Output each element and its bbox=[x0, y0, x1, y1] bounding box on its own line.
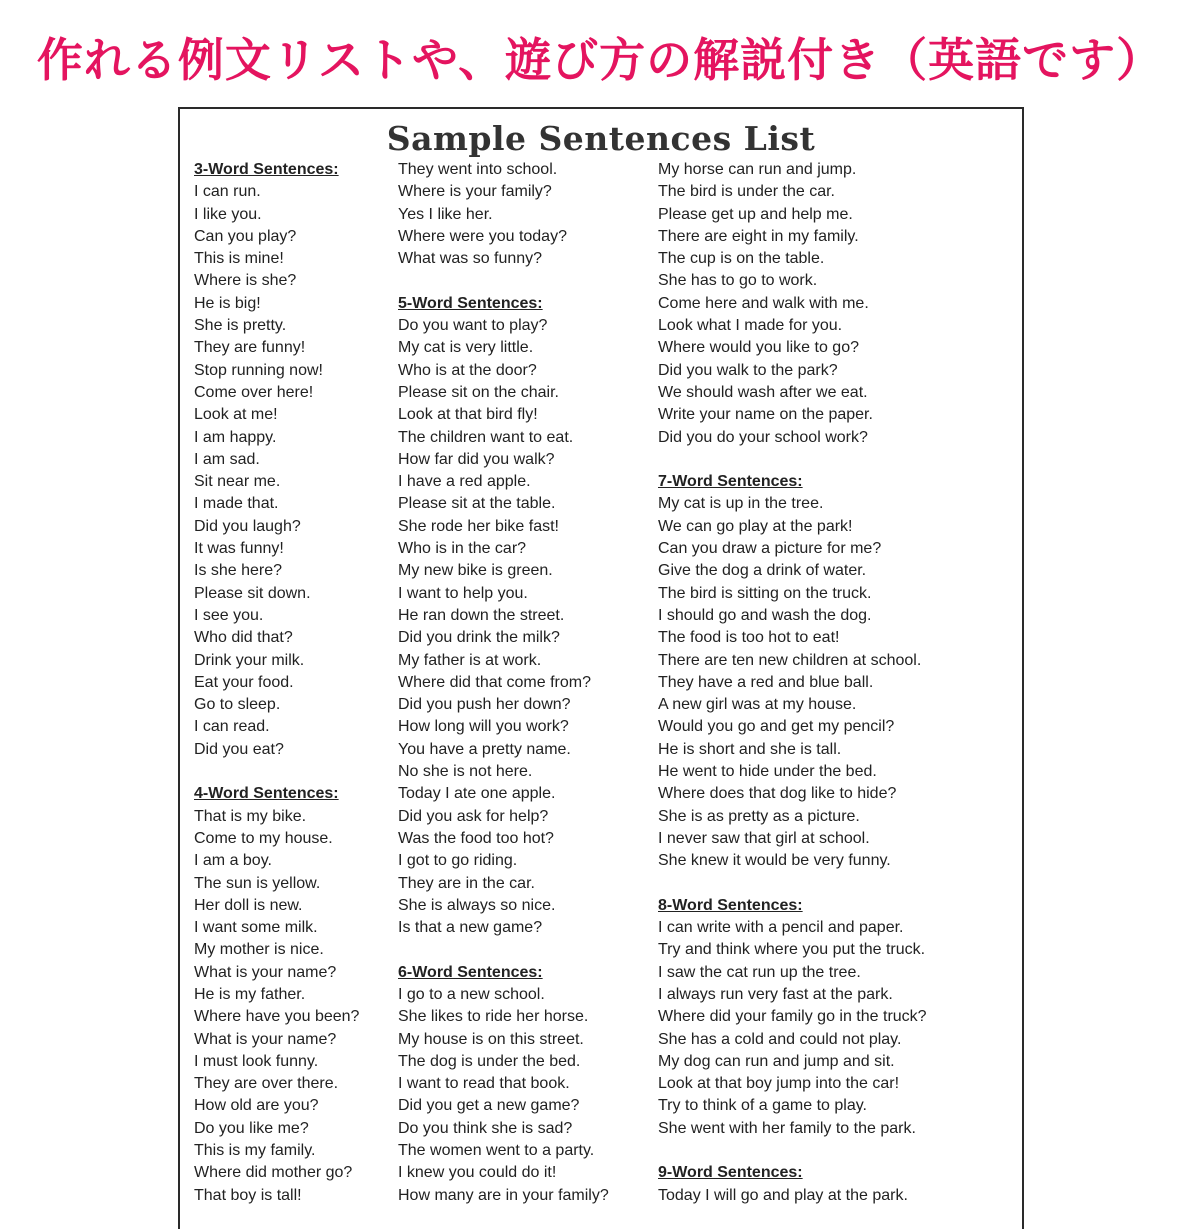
sentence-section bbox=[658, 471, 927, 872]
sentence-line: She has a cold and could not play. bbox=[658, 1030, 902, 1048]
sentence-line: I want to read that book. bbox=[398, 1075, 570, 1093]
sentence-line: Yes I like her. bbox=[398, 205, 493, 223]
sentence-line: She is pretty. bbox=[194, 317, 287, 335]
sentence-line: There are eight in my family. bbox=[658, 227, 859, 245]
sentence-line: They have a red and blue ball. bbox=[658, 673, 874, 691]
section-heading: 9-Word Sentences: bbox=[658, 1164, 803, 1182]
sentence-line: I got to go riding. bbox=[398, 852, 518, 870]
sentence-line: Is that a new game? bbox=[398, 919, 543, 937]
sentence-line: She likes to ride her horse. bbox=[398, 1008, 589, 1026]
sentence-line: Today I ate one apple. bbox=[398, 785, 556, 803]
sentence-line: Where does that dog like to hide? bbox=[658, 785, 897, 803]
sentence-line: I like you. bbox=[194, 205, 262, 223]
sentence-line: My father is at work. bbox=[398, 651, 542, 669]
sentence-line: Eat your food. bbox=[194, 673, 294, 691]
sentence-line: Look at that boy jump into the car! bbox=[658, 1075, 900, 1093]
sentence-line: My cat is very little. bbox=[398, 339, 534, 357]
sheet-title: Sample Sentences List bbox=[386, 119, 816, 158]
sentence-line: The dog is under the bed. bbox=[398, 1052, 581, 1070]
sentence-line: She went with her family to the park. bbox=[658, 1119, 916, 1137]
sentence-line: Where would you like to go? bbox=[658, 339, 859, 357]
sentence-line: Did you walk to the park? bbox=[658, 361, 838, 379]
sentence-line: What is your name? bbox=[194, 1030, 337, 1048]
sentence-line: My horse can run and jump. bbox=[658, 161, 857, 178]
sentence-line: I never saw that girl at school. bbox=[658, 829, 870, 847]
sentence-column-1 bbox=[194, 159, 359, 1207]
sentence-line: You have a pretty name. bbox=[398, 740, 571, 758]
sentence-line: Where is she? bbox=[194, 272, 297, 290]
sentence-line: Where did your family go in the truck? bbox=[658, 1008, 927, 1026]
sentence-line: I knew you could do it! bbox=[398, 1164, 557, 1182]
sentence-line: They are over there. bbox=[194, 1075, 339, 1093]
sentence-line: Where is your family? bbox=[398, 183, 552, 201]
sentence-line: Today I will go and play at the park. bbox=[658, 1186, 908, 1204]
sentence-line: I saw the cat run up the tree. bbox=[658, 963, 861, 981]
sentence-line: I can read. bbox=[194, 718, 270, 736]
sentence-line: Where were you today? bbox=[398, 227, 567, 245]
sentence-line: I am a boy. bbox=[194, 852, 272, 870]
sentence-line: I want to help you. bbox=[398, 584, 528, 602]
sentence-line: Give the dog a drink of water. bbox=[658, 562, 867, 580]
sentence-section bbox=[194, 159, 359, 761]
sentence-line: Where have you been? bbox=[194, 1008, 360, 1026]
sentence-line: That is my bike. bbox=[194, 807, 307, 825]
sentence-line: It was funny! bbox=[194, 540, 284, 558]
sentence-line: The bird is under the car. bbox=[658, 183, 835, 201]
sentence-line: The women went to a party. bbox=[398, 1142, 595, 1160]
sentence-line: The cup is on the table. bbox=[658, 250, 825, 268]
sentence-line: Come over here! bbox=[194, 383, 314, 401]
sentence-line: Did you drink the milk? bbox=[398, 629, 560, 647]
sentence-line: Go to sleep. bbox=[194, 696, 281, 714]
sentence-line: We should wash after we eat. bbox=[658, 383, 868, 401]
sentence-line: That boy is tall! bbox=[194, 1186, 302, 1204]
sentence-line: My new bike is green. bbox=[398, 562, 553, 580]
sentence-line: They are in the car. bbox=[398, 874, 535, 892]
sentence-line: Did you do your school work? bbox=[658, 428, 868, 446]
sentence-line: I am happy. bbox=[194, 428, 277, 446]
sentence-line: There are ten new children at school. bbox=[658, 651, 922, 669]
sentence-section bbox=[194, 783, 359, 1207]
section-heading: 6-Word Sentences: bbox=[398, 963, 543, 981]
sentence-line: My cat is up in the tree. bbox=[658, 495, 824, 513]
sentence-line: He is short and she is tall. bbox=[658, 740, 842, 758]
sentence-line: How long will you work? bbox=[398, 718, 569, 736]
sentence-section bbox=[658, 159, 927, 449]
sentence-line: She rode her bike fast! bbox=[398, 517, 559, 535]
sentence-line: She has to go to work. bbox=[658, 272, 818, 290]
sentence-line: Can you play? bbox=[194, 227, 297, 245]
sentence-line: Did you get a new game? bbox=[398, 1097, 580, 1115]
sentence-line: Please sit on the chair. bbox=[398, 383, 559, 401]
sentence-line: How many are in your family? bbox=[398, 1186, 609, 1204]
sentence-line: Do you think she is sad? bbox=[398, 1119, 573, 1137]
sentence-line: Do you like me? bbox=[194, 1119, 309, 1137]
sentence-line: No she is not here. bbox=[398, 763, 533, 781]
sentence-line: Come to my house. bbox=[194, 829, 333, 847]
sentence-line: Please sit down. bbox=[194, 584, 311, 602]
sentence-section bbox=[398, 293, 609, 940]
sentence-line: My dog can run and jump and sit. bbox=[658, 1052, 895, 1070]
sentence-line: She is as pretty as a picture. bbox=[658, 807, 860, 825]
section-heading: 5-Word Sentences: bbox=[398, 294, 543, 312]
sentence-line: He is my father. bbox=[194, 985, 306, 1003]
sentence-line: I see you. bbox=[194, 606, 264, 624]
sentence-line: I can run. bbox=[194, 183, 261, 201]
sentence-line: What was so funny? bbox=[398, 250, 543, 268]
sentence-line: I should go and wash the dog. bbox=[658, 606, 872, 624]
sentence-line: This is my family. bbox=[194, 1142, 316, 1160]
sentence-line: Who is at the door? bbox=[398, 361, 537, 379]
sentence-line: He ran down the street. bbox=[398, 606, 565, 624]
promo-banner-title: 作れる例文リストや、遊び方の解説付き（英語です） bbox=[36, 33, 1164, 87]
sentence-section bbox=[658, 895, 927, 1140]
sentence-line: Do you want to play? bbox=[398, 317, 548, 335]
sentence-line: Look what I made for you. bbox=[658, 317, 843, 335]
sentence-line: I go to a new school. bbox=[398, 985, 545, 1003]
sentence-line: How far did you walk? bbox=[398, 450, 555, 468]
sentence-line: Look at me! bbox=[194, 406, 278, 424]
sentence-line: Her doll is new. bbox=[194, 896, 303, 914]
sentence-line: What is your name? bbox=[194, 963, 337, 981]
sentence-line: Who did that? bbox=[194, 629, 293, 647]
sentence-line: Where did mother go? bbox=[194, 1164, 353, 1182]
sentence-line: We can go play at the park! bbox=[658, 517, 853, 535]
sentence-line: How old are you? bbox=[194, 1097, 319, 1115]
sentence-line: I always run very fast at the park. bbox=[658, 985, 893, 1003]
section-heading: 8-Word Sentences: bbox=[658, 896, 803, 914]
sentence-line: They are funny! bbox=[194, 339, 306, 357]
sentence-line: I have a red apple. bbox=[398, 473, 531, 491]
sentence-line: She knew it would be very funny. bbox=[658, 852, 891, 870]
sentence-line: I must look funny. bbox=[194, 1052, 319, 1070]
sentence-line: They went into school. bbox=[398, 161, 558, 178]
sentence-line: Was the food too hot? bbox=[398, 829, 554, 847]
sentence-line: The food is too hot to eat! bbox=[658, 629, 840, 647]
sentence-line: Please get up and help me. bbox=[658, 205, 853, 223]
sentence-line: Try to think of a game to play. bbox=[658, 1097, 867, 1115]
sentence-column-3 bbox=[658, 159, 927, 1207]
sentence-line: I want some milk. bbox=[194, 919, 318, 937]
sentence-line: I am sad. bbox=[194, 450, 260, 468]
sentence-line: A new girl was at my house. bbox=[658, 696, 857, 714]
sentence-line: Write your name on the paper. bbox=[658, 406, 873, 424]
sentence-line: Come here and walk with me. bbox=[658, 294, 869, 312]
sentence-line: Would you go and get my pencil? bbox=[658, 718, 895, 736]
sentence-line: Can you draw a picture for me? bbox=[658, 540, 882, 558]
sentence-line: Sit near me. bbox=[194, 473, 281, 491]
section-heading: 4-Word Sentences: bbox=[194, 785, 339, 803]
sentence-section bbox=[398, 962, 609, 1207]
sentence-line: Did you push her down? bbox=[398, 696, 571, 714]
sentence-line: He went to hide under the bed. bbox=[658, 763, 877, 781]
sentence-line: Who is in the car? bbox=[398, 540, 527, 558]
sentence-line: Stop running now! bbox=[194, 361, 323, 379]
sample-sentences-sheet bbox=[178, 107, 1024, 1229]
sentence-line: Look at that bird fly! bbox=[398, 406, 538, 424]
sentence-line: Did you ask for help? bbox=[398, 807, 549, 825]
sentence-line: Did you eat? bbox=[194, 740, 284, 758]
sentence-line: I made that. bbox=[194, 495, 279, 513]
sentence-line: Where did that come from? bbox=[398, 673, 591, 691]
sentence-line: This is mine! bbox=[194, 250, 284, 268]
sentence-line: She is always so nice. bbox=[398, 896, 556, 914]
sentence-line: My house is on this street. bbox=[398, 1030, 584, 1048]
sentence-column-2 bbox=[398, 159, 609, 1207]
sentence-section bbox=[398, 159, 609, 270]
sentence-line: He is big! bbox=[194, 294, 261, 312]
sentence-line: Did you laugh? bbox=[194, 517, 301, 535]
section-heading: 7-Word Sentences: bbox=[658, 473, 803, 491]
sentence-line: The bird is sitting on the truck. bbox=[658, 584, 872, 602]
sentence-line: The children want to eat. bbox=[398, 428, 574, 446]
sentence-line: My mother is nice. bbox=[194, 941, 324, 959]
sentence-section bbox=[658, 1162, 927, 1207]
sentence-line: Is she here? bbox=[194, 562, 283, 580]
sentence-line: Drink your milk. bbox=[194, 651, 305, 669]
sentence-line: The sun is yellow. bbox=[194, 874, 321, 892]
sentence-line: I can write with a pencil and paper. bbox=[658, 919, 904, 937]
sentence-line: Try and think where you put the truck. bbox=[658, 941, 926, 959]
section-heading: 3-Word Sentences: bbox=[194, 161, 339, 178]
sentence-line: Please sit at the table. bbox=[398, 495, 556, 513]
